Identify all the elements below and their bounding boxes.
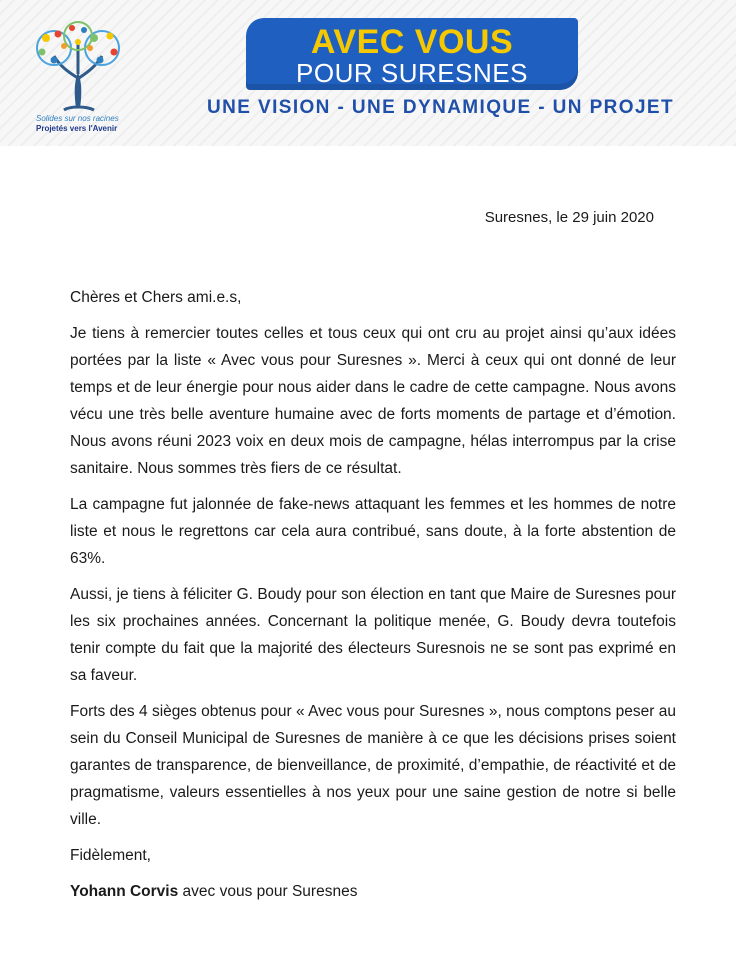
campaign-logo xyxy=(24,16,134,136)
signature xyxy=(70,878,676,905)
banner-title: AVEC VOUS xyxy=(310,23,514,61)
banner-subtitle: POUR SURESNES xyxy=(296,58,528,88)
campaign-tagline: UNE VISION - UNE DYNAMIQUE - UN PROJET xyxy=(207,97,675,118)
tree-logo-icon xyxy=(24,16,134,116)
paragraph-thanks: Je tiens à remercier toutes celles et tous ceux qui ont cru au projet ainsi qu’aux idées portées par la liste « Avec vous pour Suresnes ». Merci à ceux qui ont donné de leur temps et de leur énergie pour nous aider dans le cadre de cette campagne. Nous avons vécu une très belle aventure humaine avec de forts moments de partage et d’émotion. Nous avons réuni 2023 voix en deux mois de campagne, hélas interrompus par la crise sanitaire. Nous sommes très fiers de ce résultat. xyxy=(70,325,676,477)
logo-tagline-future: Projetés vers l'Avenir xyxy=(36,124,118,133)
salutation: Chères et Chers ami.e.s, xyxy=(70,289,242,306)
logo-tagline-roots: Solides sur nos racines xyxy=(36,114,119,123)
letter-date: Suresnes, le 29 juin 2020 xyxy=(484,209,654,226)
closing: Fidèlement, xyxy=(70,847,151,864)
letterhead xyxy=(0,0,736,146)
letter-body xyxy=(70,284,676,914)
paragraph-campaign: La campagne fut jalonnée de fake-news attaquant les femmes et les hommes de notre liste et nous le regrettons car cela aura contribué, sans doute, à la forte abstention de 63%. xyxy=(70,496,676,567)
paragraph-congratulations: Aussi, je tiens à féliciter G. Boudy pour son élection en tant que Maire de Suresnes pour les six prochaines années. Concernant la politique menée, G. Boudy devra toutefois tenir compte du fait que la majorité des électeurs Suresnois ne se sont pas exprimé en sa faveur. xyxy=(70,586,676,684)
paragraph-council: Forts des 4 sièges obtenus pour « Avec vous pour Suresnes », nous comptons peser au sein du Conseil Municipal de Suresnes de manière à ce que les décisions prises soient garantes de transparence, de bienveillance, de proximité, d’empathie, de réactivité et de pragmatisme, valeurs essentielles à nos yeux pour une saine gestion de notre si belle ville. xyxy=(70,703,676,828)
signature-name: Yohann Corvis xyxy=(70,883,179,900)
campaign-banner xyxy=(246,18,578,90)
signature-suffix: avec vous pour Suresnes xyxy=(178,883,358,900)
